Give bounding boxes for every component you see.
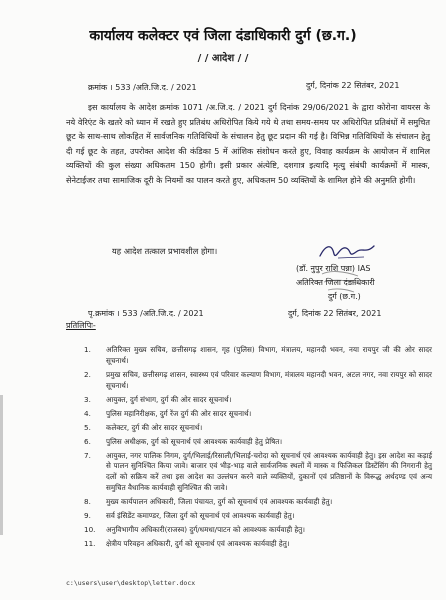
list-item: 8. मुख्य कार्यपालन अधिकारी, जिला पंचायत, दुर्ग को सूचनार्थ एवं आवश्यक कार्यवाही हेतु। [84, 496, 333, 506]
page-edge-shadow [0, 395, 3, 535]
enforcement-line: यह आदेश तत्काल प्रभावशील होगा। [112, 246, 218, 256]
order-subheading: / / आदेश / / [197, 53, 249, 64]
list-item: 4. पुलिस महानिरीक्षक, दुर्ग रेंज दुर्ग की ओर सादर सूचनार्थ। [84, 408, 252, 418]
order-body-text: इस कार्यालय के आदेश क्रमांक 1071 /अ.जि.द. / 2021 दुर्ग दिनांक 29/06/2021 के द्वारा कोरोना वायरस के नये वेरिएंट के खतरे को ध्यान में रखते हुए प्रतिबंध अधिरोपित किये गये थे तथा समय-समय पर अधिरोपित प्रतिबंधों में समुचित छूट के साथ-साथ लोकहित में सार्वजनिक गतिविधियों के संचालन हेतु छूट प्रदान की गई है। विभिन्न गतिविधियों के संचालन हेतु दी गई छूट के तहत, उपरोक्त आदेश की कंडिका 5 में आंशिक संशोधन करते हुए, विवाह कार्यक्रम के आयोजन में शामिल व्यक्तियों की कुल संख्या अधिकतम 150 होगी। इसी प्रकार अंत्येष्टि, दशगात्र इत्यादि मृत्यु संबंधी कार्यक्रमों में मास्क, सेनेटाईजर तथा सामाजिक दूरी के नियमों का पालन करते हुए, अधिकतम 50 व्यक्तियों के शामिल होने की अनुमति होगी। [66, 102, 430, 185]
list-item: 7. आयुक्त, नगर पालिक निगम, दुर्ग/भिलाई/रिसाली/भिलाई-चरोदा को सूचनार्थ एवं आवश्यक कार्यवाही हेतु। इस आदेश का कड़ाई से पालन सुनिश्चित किया जावे। बाजार एवं भीड़-भाड़ वाले सार्वजनिक स्थलों में मास्क व फिजिकल डिस्टेंसिंग की निगरानी हेतु दलों को सक्रिय करें तथा इस आदेश का उल्लंघन करने वाले व्यक्तियों, दुकानों एवं प्रतिष्ठानों के विरूद्ध अर्थदण्ड एवं अन्य समुचित वैधानिक कार्यवाही सुनिश्चित की जावे। [84, 450, 433, 492]
signatory-name: (डॉ. नुपुर राशि पन्ना) IAS [296, 264, 371, 273]
list-item: 3. आयुक्त, दुर्ग संभाग, दुर्ग की ओर सादर सूचनार्थ। [84, 394, 232, 404]
order-date: दुर्ग, दिनांक 22 सितंबर, 2021 [306, 81, 400, 90]
list-item: 9. सर्व इंसिडेंट कमाण्डर, जिला दुर्ग को सूचनार्थ एवं आवश्यक कार्यवाही हेतु। [84, 510, 295, 520]
copy-reference: पृ.क्रमांक । 533 /अति.जि.द. / 2021 [88, 309, 204, 318]
list-item: 11. क्षेत्रीय परिवहन अधिकारी, दुर्ग को सूचनार्थ एवं आवश्यक कार्यवाही हेतु। [84, 538, 290, 548]
signatory-designation: अतिरिक्त जिला दंडाधिकारी [296, 278, 375, 287]
office-heading: कार्यालय कलेक्टर एवं जिला दंडाधिकारी दुर्ग (छ.ग.) [89, 28, 357, 44]
list-item: 1. अतिरिक्त मुख्य सचिव, छत्तीसगढ़ शासन, गृह (पुलिस) विभाग, मंत्रालय, महानदी भवन, नया रायपुर जी की ओर सादर सूचनार्थ। [84, 345, 432, 365]
office-seal-stamp [318, 268, 364, 302]
signatory-place: दुर्ग (छ.ग.) [328, 292, 361, 301]
list-item: 2. प्रमुख सचिव, छत्तीसगढ़ शासन, स्वास्थ्य एवं परिवार कल्याण विभाग, मंत्रालय महानदी भवन, अटल नगर, नवा रायपुर को सादर सूचनार्थ। [84, 369, 432, 390]
order-reference: क्रमांक । 533 /अति.जि.द. / 2021 [88, 83, 197, 92]
file-path-footer: c:\users\user\desktop\letter.docx [66, 579, 196, 587]
list-item: 5. कलेक्टर, दुर्ग की ओर सादर सूचनार्थ। [84, 422, 203, 432]
copy-date: दुर्ग, दिनांक 22 सितंबर, 2021 [288, 309, 382, 318]
copies-heading: प्रतिलिपिः- [66, 321, 96, 330]
list-item: 10. अनुविभागीय अधिकारी(राजस्व) दुर्ग/धमधा/पाटन को आवश्यक कार्यवाही हेतु। [84, 524, 305, 534]
list-item: 6. पुलिस अधीक्षक, दुर्ग को सूचनार्थ एवं आवश्यक कार्यवाही हेतु प्रेषित। [84, 436, 283, 446]
copy-distribution-list [66, 345, 432, 553]
order-body-paragraph [66, 100, 430, 187]
handwritten-signature [318, 240, 378, 262]
